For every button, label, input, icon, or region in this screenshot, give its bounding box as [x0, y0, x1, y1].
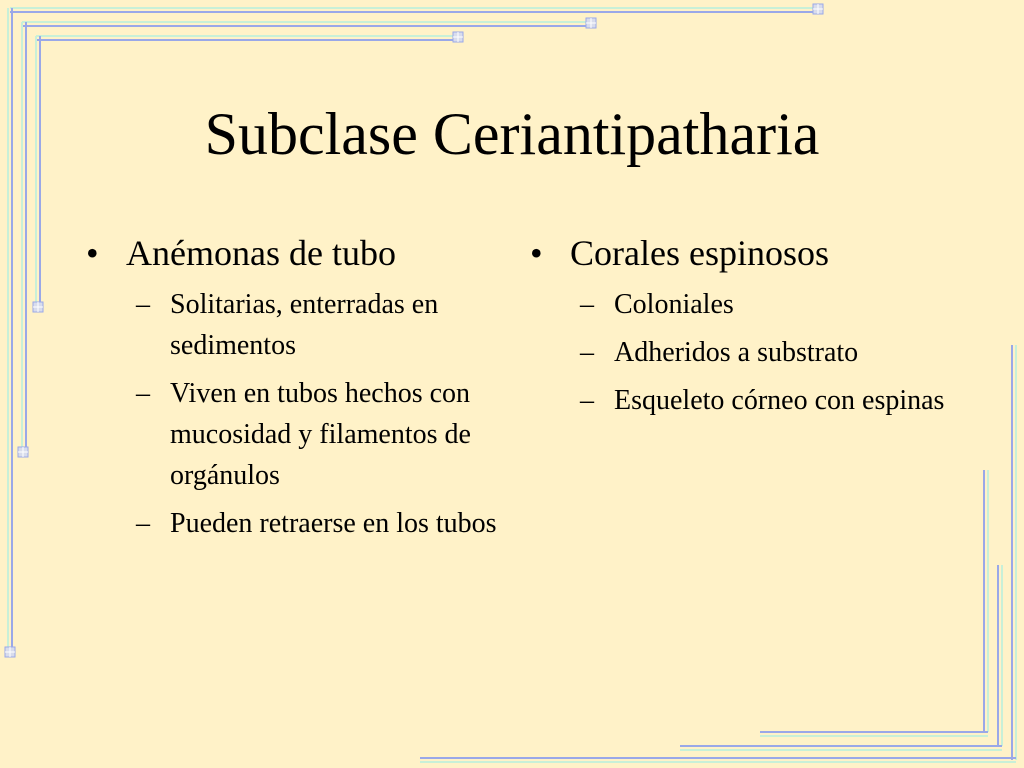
sub-list-left — [86, 284, 501, 544]
sub-item-text: Adheridos a substrato — [614, 337, 859, 368]
dash-marker: – — [136, 378, 150, 409]
bullet-text: Anémonas de tubo — [126, 233, 396, 273]
sub-item — [136, 284, 501, 366]
bullet-marker: • — [530, 233, 543, 273]
bullet-item-right — [530, 232, 950, 274]
bullet-marker: • — [86, 233, 99, 273]
dash-marker: – — [580, 337, 594, 368]
dash-marker: – — [580, 289, 594, 320]
sub-item — [580, 332, 950, 373]
sub-item — [136, 503, 501, 544]
sub-item-text: Coloniales — [614, 289, 734, 320]
sub-list-right — [530, 284, 950, 421]
sub-item-text: Esqueleto córneo con espinas — [614, 385, 945, 416]
sub-item-text: Pueden retraerse en los tubos — [170, 508, 497, 539]
left-column — [86, 232, 501, 551]
sub-item — [580, 284, 950, 325]
dash-marker: – — [136, 508, 150, 539]
dash-marker: – — [580, 385, 594, 416]
sub-item-text: Viven en tubos hechos con mucosidad y filamentos de orgánulos — [170, 378, 471, 491]
sub-item — [580, 380, 950, 421]
slide-title: Subclase Ceriantipatharia — [204, 101, 820, 167]
sub-item-text: Solitarias, enterradas en sedimentos — [170, 289, 439, 361]
dash-marker: – — [136, 289, 150, 320]
right-column — [530, 232, 950, 428]
sub-item — [136, 373, 501, 496]
bullet-item-left — [86, 232, 501, 274]
bullet-text: Corales espinosos — [570, 233, 829, 273]
